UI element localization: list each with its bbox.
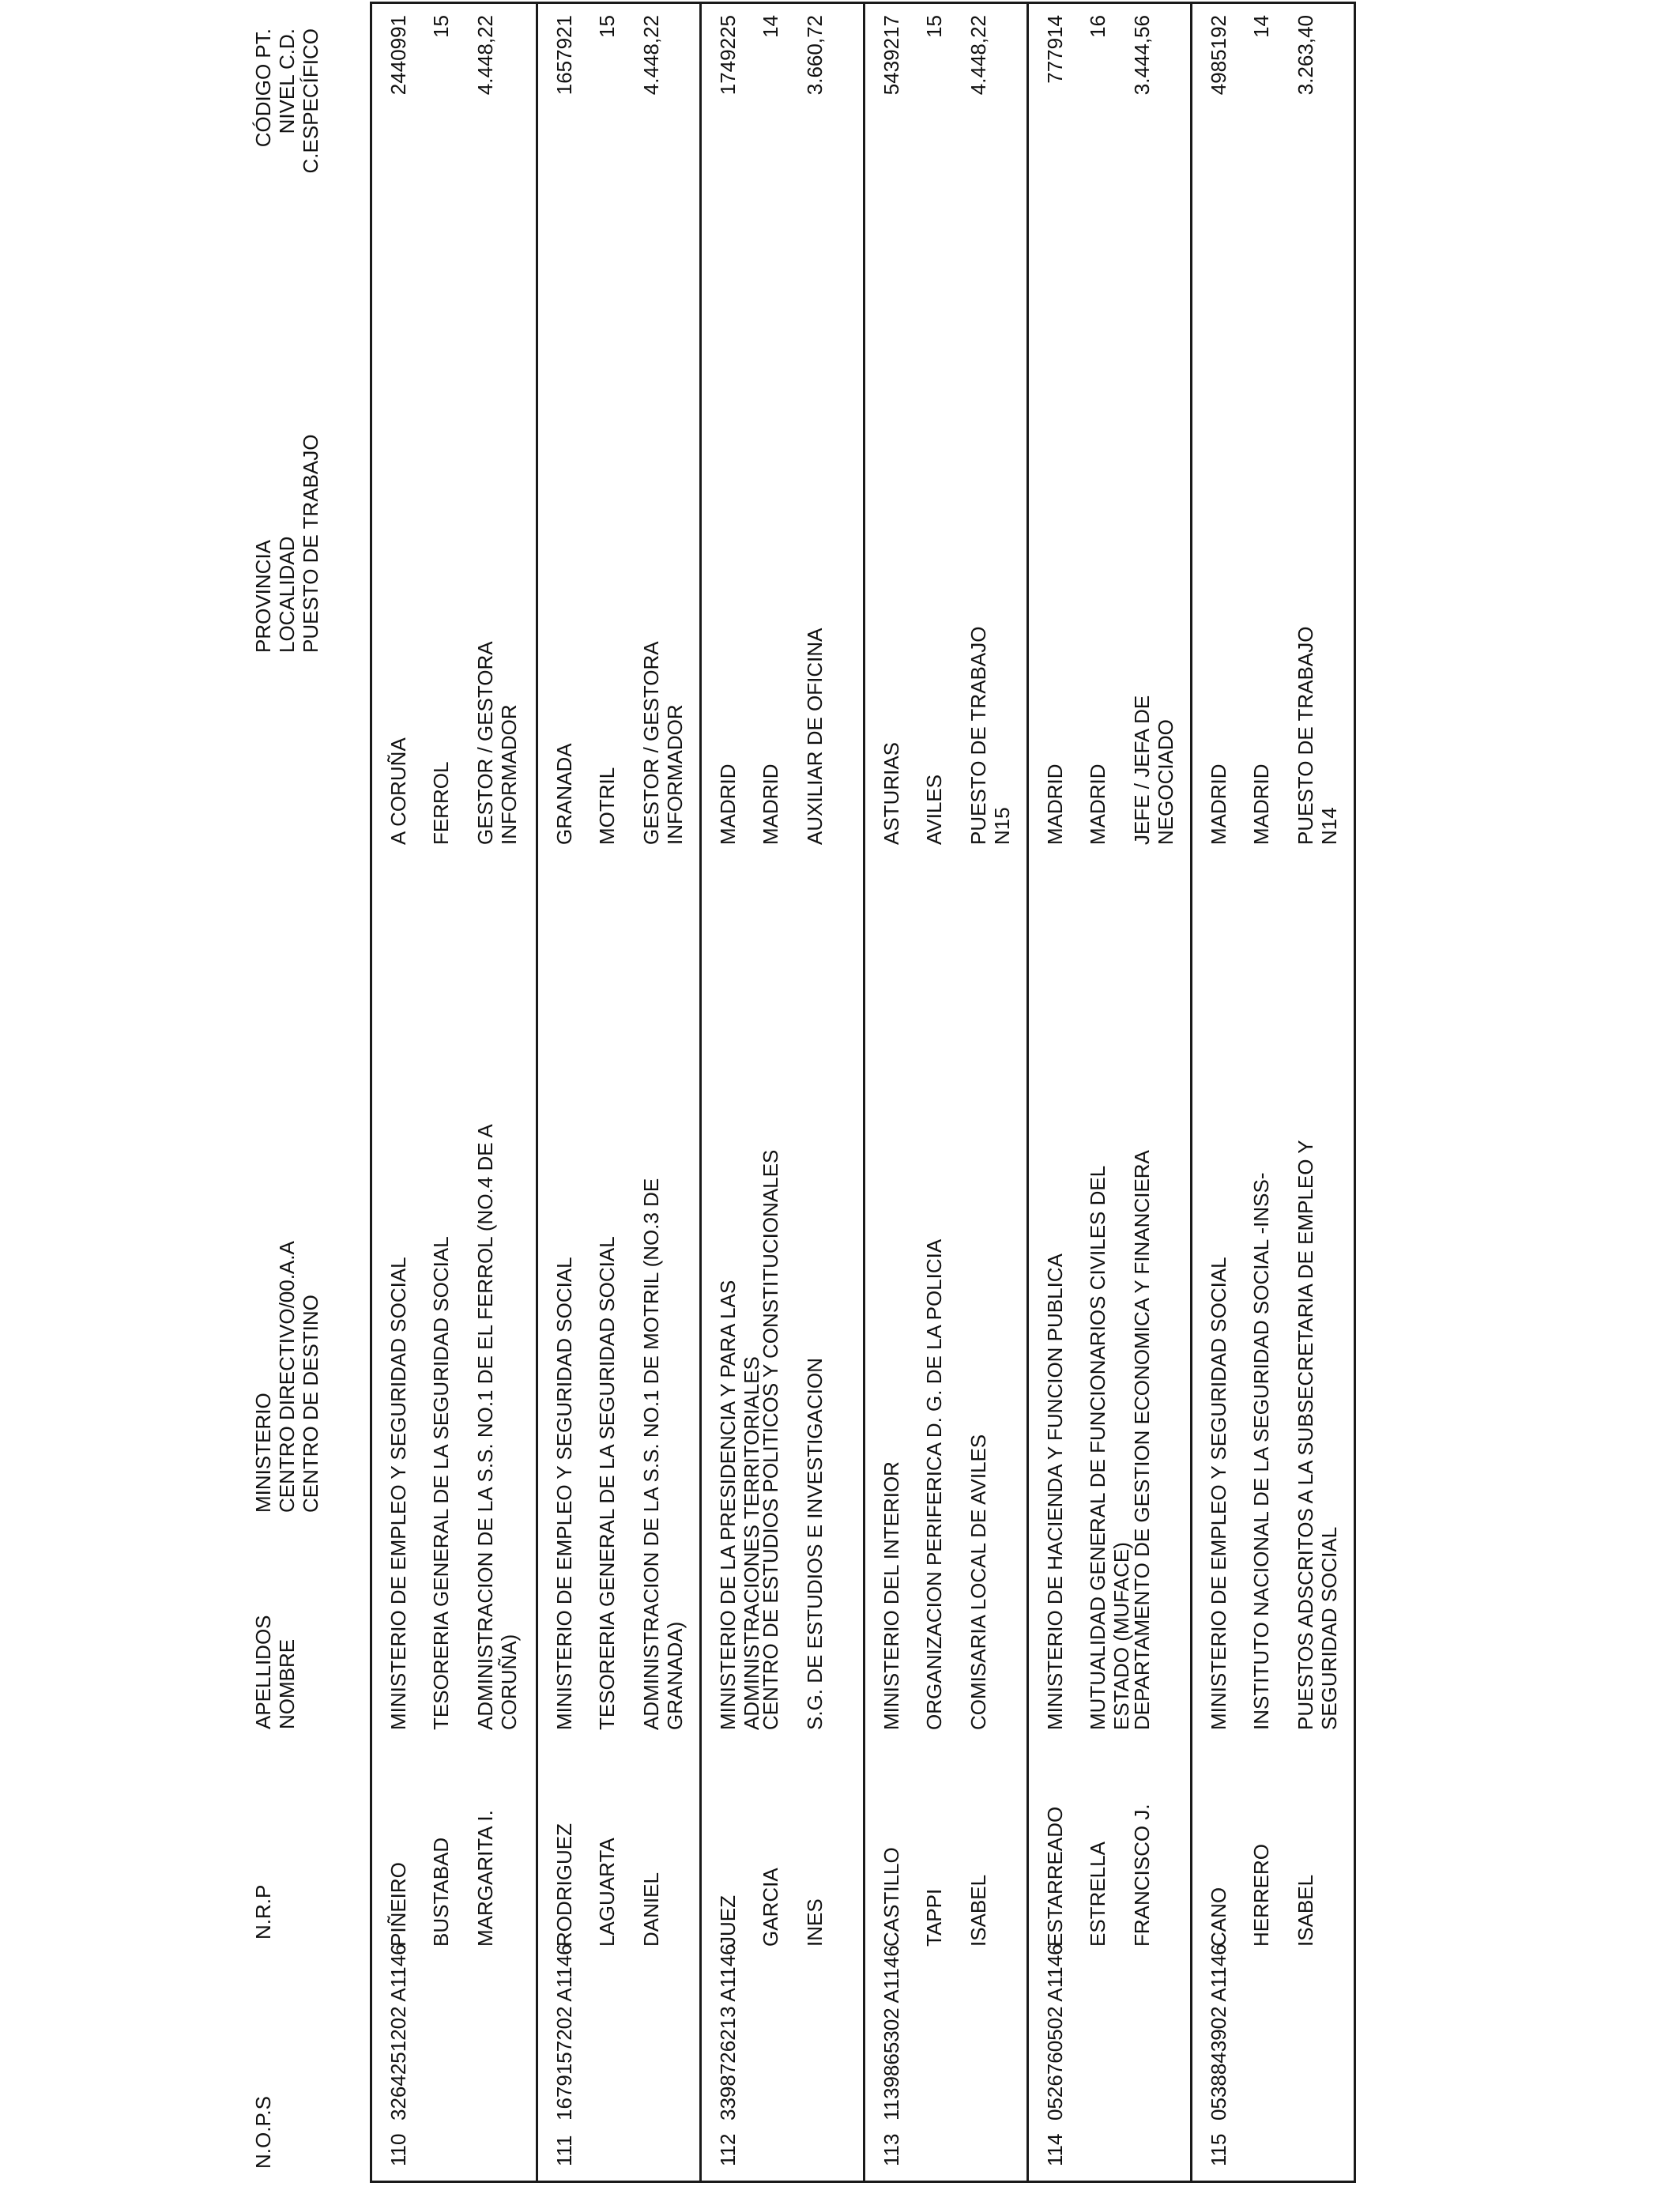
provincia: MADRID xyxy=(716,763,740,845)
records-table xyxy=(370,2,1356,2183)
header-provincia-localidad-puesto: PROVINCIA LOCALIDAD PUESTO DE TRABAJO xyxy=(251,434,322,653)
nombre: FRANCISCO J. xyxy=(1130,1804,1154,1947)
nops-number: 110 xyxy=(386,2133,410,2166)
ministerio: MINISTERIO DE EMPLEO Y SEGURIDAD SOCIAL xyxy=(552,1257,576,1730)
nombre: DANIEL xyxy=(639,1872,663,1947)
centro-directivo: TESORERIA GENERAL DE LA SEGURIDAD SOCIAL xyxy=(595,1236,619,1730)
provincia: GRANADA xyxy=(552,743,576,845)
nops-number: 112 xyxy=(716,2133,740,2166)
nrp-value: 0538843902 A1146 xyxy=(1207,1943,1230,2120)
nombre: ISABEL xyxy=(1294,1874,1317,1947)
centro-destino: PUESTOS ADSCRITOS A LA SUBSECRETARIA DE EMPLEO Y SEGURIDAD SOCIAL xyxy=(1294,1140,1341,1730)
localidad: FERROL xyxy=(429,761,453,845)
apellido-2: TAPPI xyxy=(922,1888,946,1947)
header-nops: N.O.P.S xyxy=(251,2095,275,2169)
record-row xyxy=(863,4,1029,2181)
apellido-1: RODRIGUEZ xyxy=(552,1823,576,1947)
provincia: ASTURIAS xyxy=(880,741,903,845)
record-row xyxy=(1190,4,1356,2181)
record-row xyxy=(699,4,865,2181)
localidad: MADRID xyxy=(1086,763,1109,845)
codigo-pt: 1749225 xyxy=(716,15,740,96)
codigo-pt: 2440991 xyxy=(386,15,410,96)
nrp-value: 1679157202 A1146 xyxy=(552,1943,576,2120)
apellido-1: CASTILLO xyxy=(880,1847,903,1947)
apellido-1: PIÑEIRO xyxy=(386,1862,410,1947)
ministerio: MINISTERIO DEL INTERIOR xyxy=(880,1461,903,1730)
record-row xyxy=(372,4,536,2181)
header-ministerio-centro: MINISTERIO CENTRO DIRECTIVO/00.A.A CENTRO DE DESTINO xyxy=(251,1241,322,1513)
ministerio: MINISTERIO DE LA PRESIDENCIA Y PARA LAS ADMINISTRACIONES TERRITORIALES xyxy=(716,1280,763,1730)
centro-directivo: ORGANIZACION PERIFERICA D. G. DE LA POLICIA xyxy=(922,1238,946,1730)
complemento-especifico: 3.660,72 xyxy=(803,15,827,96)
centro-directivo: MUTUALIDAD GENERAL DE FUNCIONARIOS CIVILES DEL ESTADO (MUFACE) xyxy=(1086,1166,1133,1730)
centro-directivo: INSTITUTO NACIONAL DE LA SEGURIDAD SOCIAL -INSS- xyxy=(1249,1172,1273,1730)
nivel-cd: 15 xyxy=(595,15,619,38)
codigo-pt: 5439217 xyxy=(880,15,903,96)
localidad: MOTRIL xyxy=(595,767,619,845)
nops-number: 114 xyxy=(1043,2133,1067,2166)
provincia: MADRID xyxy=(1207,763,1230,845)
ministerio: MINISTERIO DE EMPLEO Y SEGURIDAD SOCIAL xyxy=(386,1257,410,1730)
puesto-trabajo: GESTOR / GESTORA INFORMADOR xyxy=(473,642,521,845)
apellido-2: ESTRELLA xyxy=(1086,1842,1109,1947)
apellido-1: ESTARREADO xyxy=(1043,1806,1067,1947)
apellido-2: HERRERO xyxy=(1249,1843,1273,1947)
record-row xyxy=(1026,4,1192,2181)
nrp-value: 3264251202 A1146 xyxy=(386,1943,410,2120)
codigo-pt: 777914 xyxy=(1043,15,1067,84)
centro-destino: S.G. DE ESTUDIOS E INVESTIGACION xyxy=(803,1358,827,1730)
codigo-pt: 1657921 xyxy=(552,15,576,96)
complemento-especifico: 4.448,22 xyxy=(473,15,497,96)
nivel-cd: 14 xyxy=(759,15,782,38)
puesto-trabajo: PUESTO DE TRABAJO N14 xyxy=(1294,626,1341,845)
localidad: AVILES xyxy=(922,774,946,845)
record-row xyxy=(536,4,702,2181)
nops-number: 115 xyxy=(1207,2133,1230,2166)
puesto-trabajo: GESTOR / GESTORA INFORMADOR xyxy=(639,642,687,845)
nrp-value: 3398726213 A1146 xyxy=(716,1943,740,2120)
localidad: MADRID xyxy=(1249,763,1273,845)
header-nrp: N.R.P xyxy=(251,1884,275,1940)
ministerio: MINISTERIO DE EMPLEO Y SEGURIDAD SOCIAL xyxy=(1207,1257,1230,1730)
centro-destino: ADMINISTRACION DE LA S.S. NO.1 DE MOTRIL (NO.3 DE GRANADA) xyxy=(639,1178,687,1730)
apellido-1: JUEZ xyxy=(716,1895,740,1947)
complemento-especifico: 4.448,22 xyxy=(639,15,663,96)
nops-number: 113 xyxy=(880,2133,903,2166)
nombre: MARGARITA I. xyxy=(473,1810,497,1947)
nombre: INES xyxy=(803,1898,827,1947)
apellido-2: BUSTABAD xyxy=(429,1837,453,1947)
centro-directivo: TESORERIA GENERAL DE LA SEGURIDAD SOCIAL xyxy=(429,1236,453,1730)
nivel-cd: 14 xyxy=(1249,15,1273,38)
centro-destino: DEPARTAMENTO DE GESTION ECONOMICA Y FINANCIERA xyxy=(1130,1150,1154,1730)
ministerio: MINISTERIO DE HACIENDA Y FUNCION PUBLICA xyxy=(1043,1253,1067,1730)
provincia: MADRID xyxy=(1043,763,1067,845)
nivel-cd: 15 xyxy=(429,15,453,38)
puesto-trabajo: JEFE / JEFA DE NEGOCIADO xyxy=(1130,695,1177,845)
centro-destino: COMISARIA LOCAL DE AVILES xyxy=(966,1434,990,1730)
nrp-value: 1139865302 A1146 xyxy=(880,1945,903,2120)
header-apellidos-nombre: APELLIDOS NOMBRE xyxy=(251,1615,299,1729)
nivel-cd: 15 xyxy=(922,15,946,38)
complemento-especifico: 3.444,56 xyxy=(1130,15,1154,96)
header-codigo-nivel-especifico: CÓDIGO PT. NIVEL C.D. C.ESPECÍFICO xyxy=(251,28,322,174)
puesto-trabajo: AUXILIAR DE OFICINA xyxy=(803,628,827,845)
localidad: MADRID xyxy=(759,763,782,845)
puesto-trabajo: PUESTO DE TRABAJO N15 xyxy=(966,626,1014,845)
nombre: ISABEL xyxy=(966,1874,990,1947)
nops-number: 111 xyxy=(552,2135,576,2166)
complemento-especifico: 3.263,40 xyxy=(1294,15,1317,96)
centro-destino: ADMINISTRACION DE LA S.S. NO.1 DE EL FERROL (NO.4 DE A CORUÑA) xyxy=(473,1125,521,1730)
apellido-1: CANO xyxy=(1207,1887,1230,1947)
nivel-cd: 16 xyxy=(1086,15,1109,38)
codigo-pt: 4985192 xyxy=(1207,15,1230,96)
nrp-value: 0526760502 A1146 xyxy=(1043,1943,1067,2120)
apellido-2: LAGUARTA xyxy=(595,1838,619,1947)
complemento-especifico: 4.448,22 xyxy=(966,15,990,96)
apellido-2: GARCIA xyxy=(759,1868,782,1947)
centro-directivo: CENTRO DE ESTUDIOS POLITICOS Y CONSTITUCIONALES xyxy=(759,1149,782,1730)
provincia: A CORUÑA xyxy=(386,737,410,845)
